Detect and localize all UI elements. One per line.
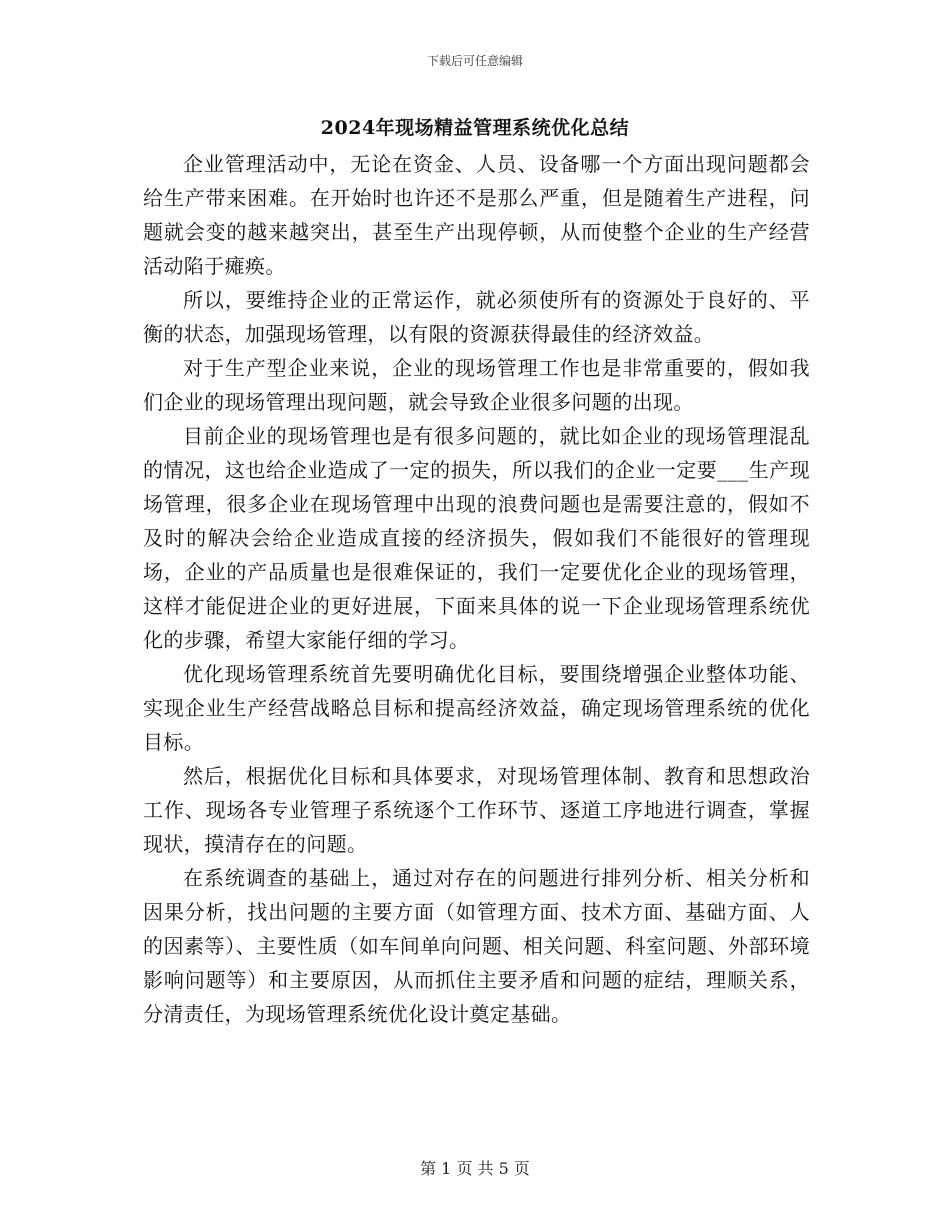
paragraph: 所以，要维持企业的正常运作，就必须使所有的资源处于良好的、平衡的状态，加强现场管理，以有限的资源获得最佳的经济效益。	[143, 288, 810, 346]
paragraph: 对于生产型企业来说，企业的现场管理工作也是非常重要的，假如我们企业的现场管理出现问题，就会导致企业很多问题的出现。	[143, 356, 810, 414]
paragraph: 企业管理活动中，无论在资金、人员、设备哪一个方面出现问题都会给生产带来困难。在开始时也许还不是那么严重，但是随着生产进程，问题就会变的越来越突出，甚至生产出现停顿，从而使整个企业的生产经营活动陷于瘫痪。	[143, 152, 810, 278]
page-header-note: 下载后可任意编辑	[426, 54, 523, 68]
document-title: 2024年现场精益管理系统优化总结	[320, 117, 630, 139]
document-body	[143, 147, 810, 1031]
page-number: 第 1 页 共 5 页	[420, 1159, 530, 1178]
paragraph: 优化现场管理系统首先要明确优化目标，要围绕增强企业整体功能、实现企业生产经营战略总目标和提高经济效益，确定现场管理系统的优化目标。	[143, 662, 810, 754]
paragraph: 目前企业的现场管理也是有很多问题的，就比如企业的现场管理混乱的情况，这也给企业造成了一定的损失，所以我们的企业一定要___生产现场管理，很多企业在现场管理中出现的浪费问题也是需要注意的，假如不及时的解决会给企业造成直接的经济损失，假如我们不能很好的管理现场，企业的产品质量也是很难保证的，我们一定要优化企业的现场管理，这样才能促进企业的更好进展，下面来具体的说一下企业现场管理系统优化的步骤，希望大家能仔细的学习。	[143, 424, 810, 652]
paragraph: 在系统调查的基础上，通过对存在的问题进行排列分析、相关分析和因果分析，找出问题的主要方面（如管理方面、技术方面、基础方面、人的因素等）、主要性质（如车间单向问题、相关问题、科室问题、外部环境影响问题等）和主要原因，从而抓住主要矛盾和问题的症结，理顺关系，分清责任，为现场管理系统优化设计奠定基础。	[143, 866, 810, 1026]
paragraph: 然后，根据优化目标和具体要求，对现场管理体制、教育和思想政治工作、现场各专业管理子系统逐个工作环节、逐道工序地进行调查，掌握现状，摸清存在的问题。	[143, 764, 810, 856]
